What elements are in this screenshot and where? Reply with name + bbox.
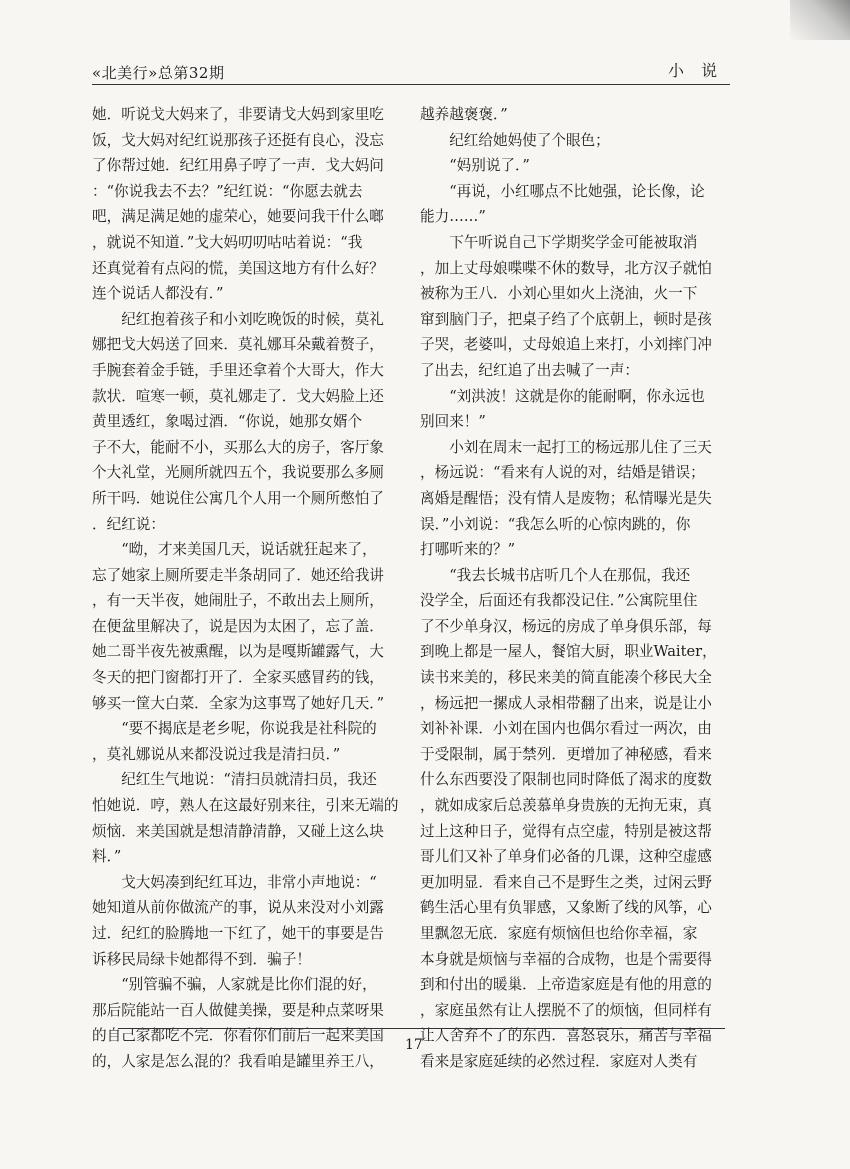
text-line: 所干吗．她说住公寓几个人用一个厕所憋怕了 xyxy=(92,489,384,507)
text-line: 到和付出的暖巢．上帝造家庭是有他的用意的 xyxy=(420,976,712,994)
text-line: 读书来美的，移民来美的简直能凑个移民大全 xyxy=(420,669,712,687)
text-line: ，杨远说：“看来有人说的对，结婚是错误； xyxy=(420,464,705,482)
text-line: ，有一天半夜，她闹肚子，不敢出去上厕所， xyxy=(92,592,384,610)
text-line: ，莫礼娜说从来都没说过我是清扫员．” xyxy=(92,745,341,763)
journal-title: «北美行»总第32期 xyxy=(92,64,225,82)
text-line: 刘补补课．小刘在国内也偶尔看过一两次，由 xyxy=(420,720,712,738)
text-line: 看来是家庭延续的必然过程．家庭对人类有 xyxy=(420,1052,698,1070)
text-line: 子哭，老婆叫，丈母娘追上来打，小刘摔门冲 xyxy=(420,336,712,354)
text-line: ，家庭虽然有让人摆脱不了的烦恼，但同样有 xyxy=(420,1001,712,1019)
text-line: 到晚上都是一屋人，餐馆大厨，职业Waiter， xyxy=(420,643,717,661)
text-line: ，就如成家后总羡慕单身贵族的无拘无束，真 xyxy=(420,797,712,815)
right-text-column xyxy=(420,102,732,1070)
left-text-column xyxy=(92,102,408,1070)
text-line: ．纪红说： xyxy=(92,515,165,533)
text-line: 纪红抱着孩子和小刘吃晚饭的时候，莫礼 xyxy=(92,310,384,328)
text-line: 还真觉着有点闷的慌，美国这地方有什么好？ xyxy=(92,259,384,277)
text-line: 子不大，能耐不小，买那么大的房子，客厅象 xyxy=(92,438,384,456)
text-line: 于受限制，属于禁列．更增加了神秘感，看来 xyxy=(420,745,712,763)
text-line: 了出去，纪红追了出去喊了一声： xyxy=(420,361,639,379)
text-line: 里飘忽无底．家庭有烦恼但也给你幸福，家 xyxy=(420,925,698,942)
text-line: 款状．喧寒一顿，莫礼娜走了．戈大妈脸上还 xyxy=(92,387,384,405)
text-line: 够买一筐大白菜．全家为这事骂了她好几天．” xyxy=(92,694,385,712)
text-line: 她二哥半夜先被熏醒，以为是嘎斯罐露气，大 xyxy=(92,643,384,661)
text-line: 了不少单身汉，杨远的房成了单身俱乐部，每 xyxy=(420,617,712,635)
text-line: 怕她说．哼，熟人在这最好别来往，引来无端的 xyxy=(92,797,399,815)
text-line: ，杨远把一摞成人录相带翻了出来，说是让小 xyxy=(420,694,712,712)
text-line: 下午听说自己下学期奖学金可能被取消 xyxy=(420,233,698,251)
text-line: ，加上丈母娘喋喋不休的数导，北方汉子就怕 xyxy=(420,259,712,277)
text-line: 料．” xyxy=(92,848,122,866)
text-line: 哥儿们又补了单身们必备的几课，这种空虚感 xyxy=(420,848,712,866)
text-line: 鹤生活心里有负罪感，又象断了线的风筝，心 xyxy=(420,899,712,917)
scan-edge-shadow xyxy=(790,0,850,40)
text-line: “别管骗不骗，人家就是比你们混的好， xyxy=(92,976,377,994)
text-line: 纪红生气地说：“清扫员就清扫员，我还 xyxy=(92,771,377,789)
section-label: 小 说 xyxy=(668,61,724,80)
text-line: 误．”小刘说：“我怎么听的心惊肉跳的，你 xyxy=(420,515,691,533)
text-line: 娜把戈大妈送了回来．莫礼娜耳朵戴着赘子， xyxy=(92,336,384,354)
text-line: 戈大妈凑到纪红耳边，非常小声地说：“ xyxy=(92,873,377,891)
text-line: 被称为王八．小刘心里如火上浇油，火一下 xyxy=(420,285,698,303)
text-line: “呦，才来美国几天，说话就狂起来了， xyxy=(92,541,377,559)
text-line: 忘了她家上厕所要走半条胡同了．她还给我讲 xyxy=(92,566,384,584)
text-line: 连个说话人都没有．” xyxy=(92,285,224,303)
text-line: 诉移民局绿卡她都得不到．骗子！ xyxy=(92,950,311,968)
text-line: 没学全，后面还有我都没记住．”公寓院里住 xyxy=(420,592,698,610)
text-line: 的自己家都吃不完．你看你们前后一起来美国 xyxy=(92,1027,384,1045)
footer-divider xyxy=(118,1028,725,1029)
text-line: 能力……” xyxy=(420,208,486,226)
text-line: 本身就是烦恼与幸福的合成物，也是个需要得 xyxy=(420,950,712,968)
text-line: “再说，小红哪点不比她强，论长像，论 xyxy=(420,182,705,200)
text-line: 她知道从前你做流产的事，说从来没对小刘露 xyxy=(92,899,384,917)
text-line: 的，人家是怎么混的？我看咱是罐里养王八， xyxy=(92,1052,384,1070)
text-line: 冬天的把门窗都打开了．全家买感冒药的钱， xyxy=(92,669,384,687)
text-line: “要不揭底是老乡呢，你说我是社科院的 xyxy=(92,720,377,738)
text-line: 纪红给她妈使了个眼色； xyxy=(420,131,610,149)
text-line: 离婚是醒悟；没有情人是废物；私情曝光是失 xyxy=(420,489,712,507)
header-divider xyxy=(92,84,730,85)
text-line: 烦恼．来美国就是想清静清静，又碰上这么块 xyxy=(92,822,384,840)
text-line: “妈别说了．” xyxy=(420,157,530,175)
text-line: 别回来！” xyxy=(420,413,486,431)
text-line: 小刘在周末一起打工的杨远那儿住了三天 xyxy=(420,438,712,456)
text-line: ，就说不知道．”戈大妈叨叨咕咕着说：“我 xyxy=(92,233,363,251)
text-line: “刘洪波！这就是你的能耐啊，你永远也 xyxy=(420,387,705,405)
text-line: ：“你说我去不去？”纪红说：“你愿去就去 xyxy=(92,182,363,200)
text-line: 黄里透红，象喝过酒．“你说，她那女婿个 xyxy=(92,413,363,431)
text-line: 更加明显．看来自己不是野生之类，过闲云野 xyxy=(420,873,712,891)
text-line: 了你帮过她．纪红用鼻子哼了一声．戈大妈问 xyxy=(92,157,384,175)
text-line: 手腕套着金手链，手里还拿着个大哥大，作大 xyxy=(92,361,384,379)
text-line: 让人舍弃不了的东西．喜怒哀乐，痛苦与幸福 xyxy=(420,1027,712,1045)
text-line: 打哪听来的？” xyxy=(420,541,516,559)
text-line: 越养越褒褒．” xyxy=(420,106,508,123)
text-line: 个大礼堂，光厕所就四五个，我说要那么多厕 xyxy=(92,464,384,482)
text-line: “我去长城书店听几个人在那侃，我还 xyxy=(420,566,691,584)
text-line: 过．纪红的脸腾地一下红了，她干的事要是告 xyxy=(92,925,384,942)
text-line: 饭，戈大妈对纪红说那孩子还挺有良心，没忘 xyxy=(92,131,384,149)
page-number: 17 xyxy=(405,1037,423,1053)
text-line: 什么东西要没了限制也同时降低了渴求的度数 xyxy=(420,771,712,789)
text-line: 那后院能站一百人做健美操，要是种点菜呀果 xyxy=(92,1001,384,1019)
text-line: 过上这种日子，觉得有点空虚，特别是被这帮 xyxy=(420,822,712,840)
text-line: 窜到脑门子，把桌子绉了个底朝上，顿时是孩 xyxy=(420,310,712,328)
text-line: 吧，满足满足她的虚荣心，她要问我干什么啷 xyxy=(92,208,384,226)
text-line: 她．听说戈大妈来了，非要请戈大妈到家里吃 xyxy=(92,106,384,123)
text-line: 在便盆里解决了，说是因为太困了，忘了盖． xyxy=(92,617,384,635)
